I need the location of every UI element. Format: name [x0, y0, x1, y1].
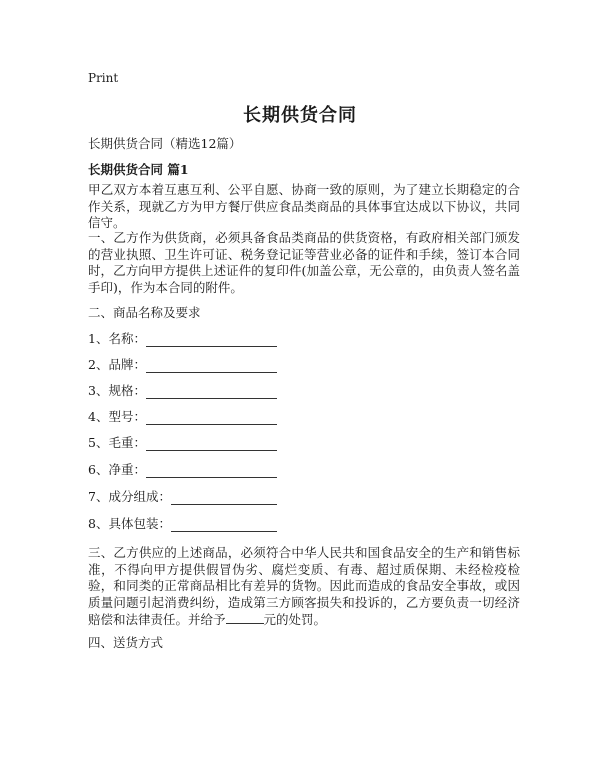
- clause-2-heading: 二、商品名称及要求: [88, 305, 201, 320]
- fill-in-line: [146, 384, 277, 399]
- list-item: [88, 381, 277, 399]
- item-label: 6、净重：: [88, 462, 146, 477]
- document-subtitle: 长期供货合同（精选12篇）: [88, 136, 242, 151]
- fill-in-line: [171, 517, 277, 532]
- list-item: [88, 329, 277, 347]
- item-label: 2、品牌：: [88, 357, 146, 372]
- amount-blank: [226, 611, 264, 624]
- section-heading: 长期供货合同 篇1: [88, 162, 189, 177]
- fill-in-line: [146, 332, 277, 347]
- list-item: [88, 407, 277, 425]
- paragraph-intro: 甲乙双方本着互惠互利、公平自愿、协商一致的原则，为了建立长期稳定的合作关系，现就乙方为甲方餐厅供应食品类商品的具体事宜达成以下协议，共同信守。: [88, 182, 520, 230]
- list-item: [88, 433, 277, 451]
- fill-in-line: [146, 436, 277, 451]
- fill-in-line: [146, 358, 277, 373]
- list-item: [88, 355, 277, 373]
- fill-in-line: [146, 410, 277, 425]
- clause-3-text: 三、乙方供应的上述商品，必须符合中华人民共和国食品安全的生产和销售标准，不得向甲方提供假冒伪劣、腐烂变质、有毒、超过质保期、未经检疫检验，和同类的正常商品相比有差异的货物。因此而造成的食品安全事故，或因质量问题引起消费纠纷，造成第三方顾客损失和投诉的，乙方要负责一切经济赔偿和法律责任。并给予: [88, 545, 520, 627]
- clause-4-heading: 四、送货方式: [88, 635, 164, 650]
- clause-3-end: 元的处罚。: [263, 612, 327, 627]
- item-label: 1、名称：: [88, 331, 146, 346]
- fill-in-line: [146, 463, 277, 478]
- item-label: 7、成分组成：: [88, 489, 171, 504]
- item-label: 8、具体包装：: [88, 516, 171, 531]
- page-title: 长期供货合同: [243, 105, 357, 126]
- fill-in-line: [171, 490, 277, 505]
- item-label: 3、规格：: [88, 383, 146, 398]
- item-label: 4、型号：: [88, 409, 146, 424]
- paragraph-clause-1: 一、乙方作为供货商，必须具备食品类商品的供货资格，有政府相关部门颁发的营业执照、卫生许可证、税务登记证等营业必备的证件和手续，签订本合同时，乙方向甲方提供上述证件的复印件(加盖公章，无公章的，由负责人签名盖手印)，作为本合同的附件。: [88, 230, 520, 295]
- print-link[interactable]: Print: [88, 71, 119, 85]
- list-item: [88, 514, 277, 532]
- paragraph-clause-3: [88, 545, 520, 629]
- item-label: 5、毛重：: [88, 435, 146, 450]
- list-item: [88, 460, 277, 478]
- list-item: [88, 487, 277, 505]
